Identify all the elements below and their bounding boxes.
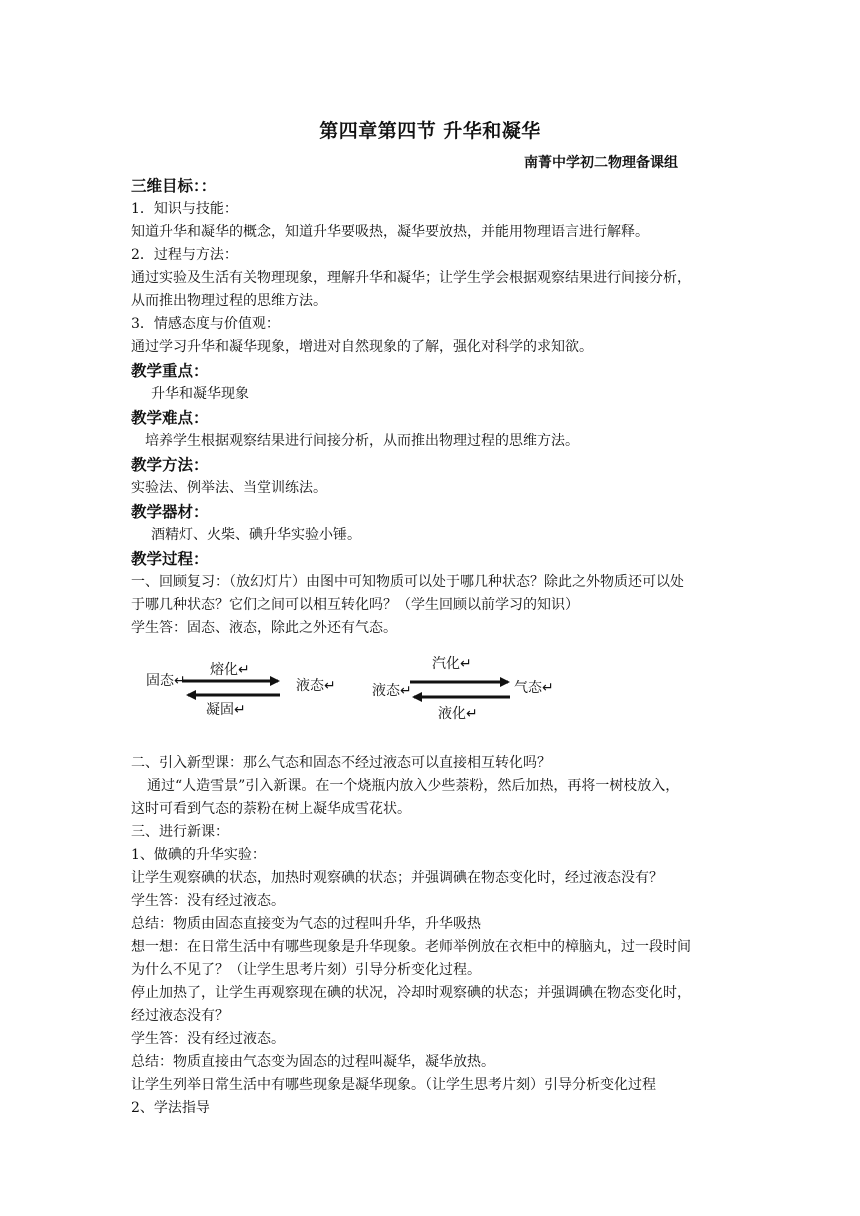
difficulty-heading: 教学难点：	[131, 409, 209, 427]
objective-line: 2．过程与方法：	[131, 247, 238, 263]
process-heading: 教学过程：	[131, 550, 209, 568]
lesson-line: 学生答：没有经过液态。	[131, 1031, 285, 1047]
state-change-svg	[140, 650, 560, 730]
diagram-right-bottom-label: 液化↵	[438, 706, 478, 722]
lesson-line: 学生答：没有经过液态。	[131, 893, 285, 909]
lesson-line: 总结：物质由固态直接变为气态的过程叫升华，升华吸热	[131, 916, 481, 932]
key-point-heading: 教学重点：	[131, 362, 209, 380]
objectives-heading: 三维目标：：	[131, 177, 217, 195]
review-line: 于哪几种状态？它们之间可以相互转化吗？（学生回顾以前学习的知识）	[131, 597, 579, 613]
equipment-text: 酒精灯、火柴、碘升华实验小锤。	[151, 527, 361, 543]
method-heading: 教学方法：	[131, 456, 209, 474]
method-text: 实验法、例举法、当堂训练法。	[131, 480, 327, 496]
lesson-line: 2、学法指导	[131, 1100, 210, 1116]
lesson-line: 二、引入新型课：那么气态和固态不经过液态可以直接相互转化吗？	[131, 755, 551, 771]
difficulty-text: 培养学生根据观察结果进行间接分析，从而推出物理过程的思维方法。	[145, 433, 579, 449]
diagram-right-to: 气态↵	[514, 680, 554, 696]
diagram-left-bottom-label: 凝固↵	[206, 702, 246, 718]
diagram-left-to: 液态↵	[296, 678, 336, 694]
lesson-line: 想一想：在日常生活中有哪些现象是升华现象。老师举例放在衣柜中的樟脑丸，过一段时间	[131, 939, 691, 955]
objective-line: 通过学习升华和凝华现象，增进对自然现象的了解，强化对科学的求知欲。	[131, 339, 593, 355]
diagram-left-from: 固态↵	[146, 673, 186, 689]
lesson-line: 通过“人造雪景”引入新课。在一个烧瓶内放入少些萘粉，然后加热，再将一树枝放入，	[147, 778, 680, 794]
diagram-right-top-label: 汽化↵	[432, 656, 472, 672]
lesson-line: 经过液态没有？	[131, 1008, 229, 1024]
objective-line: 从而推出物理过程的思维方法。	[131, 293, 327, 309]
lesson-line: 三、进行新课：	[131, 824, 229, 840]
author-line: 南菁中学初二物理备课组	[524, 155, 678, 171]
page-title: 第四章第四节 升华和凝华	[319, 120, 541, 142]
review-line: 学生答：固态、液态，除此之外还有气态。	[131, 620, 397, 636]
lesson-line: 让学生观察碘的状态，加热时观察碘的状态；并强调碘在物态变化时，经过液态没有？	[131, 870, 663, 886]
diagram-right-from: 液态↵	[372, 683, 412, 699]
state-change-diagram	[140, 650, 560, 730]
objective-line: 知道升华和凝华的概念，知道升华要吸热，凝华要放热，并能用物理语言进行解释。	[131, 224, 649, 240]
objective-line: 1．知识与技能：	[131, 201, 238, 217]
review-line: 一、回顾复习：（放幻灯片）由图中可知物质可以处于哪几种状态？除此之外物质还可以处	[131, 574, 684, 590]
lesson-line: 停止加热了，让学生再观察现在碘的状况，冷却时观察碘的状态；并强调碘在物态变化时，	[131, 985, 691, 1001]
objective-line: 通过实验及生活有关物理现象，理解升华和凝华；让学生学会根据观察结果进行间接分析，	[131, 270, 691, 286]
lesson-line: 总结：物质直接由气态变为固态的过程叫凝华，凝华放热。	[131, 1054, 495, 1070]
diagram-left-top-label: 熔化↵	[210, 662, 250, 678]
lesson-line: 1、做碘的升华实验：	[131, 847, 266, 863]
objectives-section	[131, 174, 735, 640]
equipment-heading: 教学器材：	[131, 503, 209, 521]
objective-line: 3．情感态度与价值观：	[131, 316, 280, 332]
new-lesson-section	[131, 752, 735, 1120]
lesson-line: 让学生列举日常生活中有哪些现象是凝华现象。（让学生思考片刻）引导分析变化过程	[131, 1077, 656, 1093]
lesson-line: 这时可看到气态的萘粉在树上凝华成雪花状。	[131, 801, 411, 817]
lesson-line: 为什么不见了？（让学生思考片刻）引导分析变化过程。	[131, 962, 481, 978]
key-point-text: 升华和凝华现象	[151, 386, 249, 402]
